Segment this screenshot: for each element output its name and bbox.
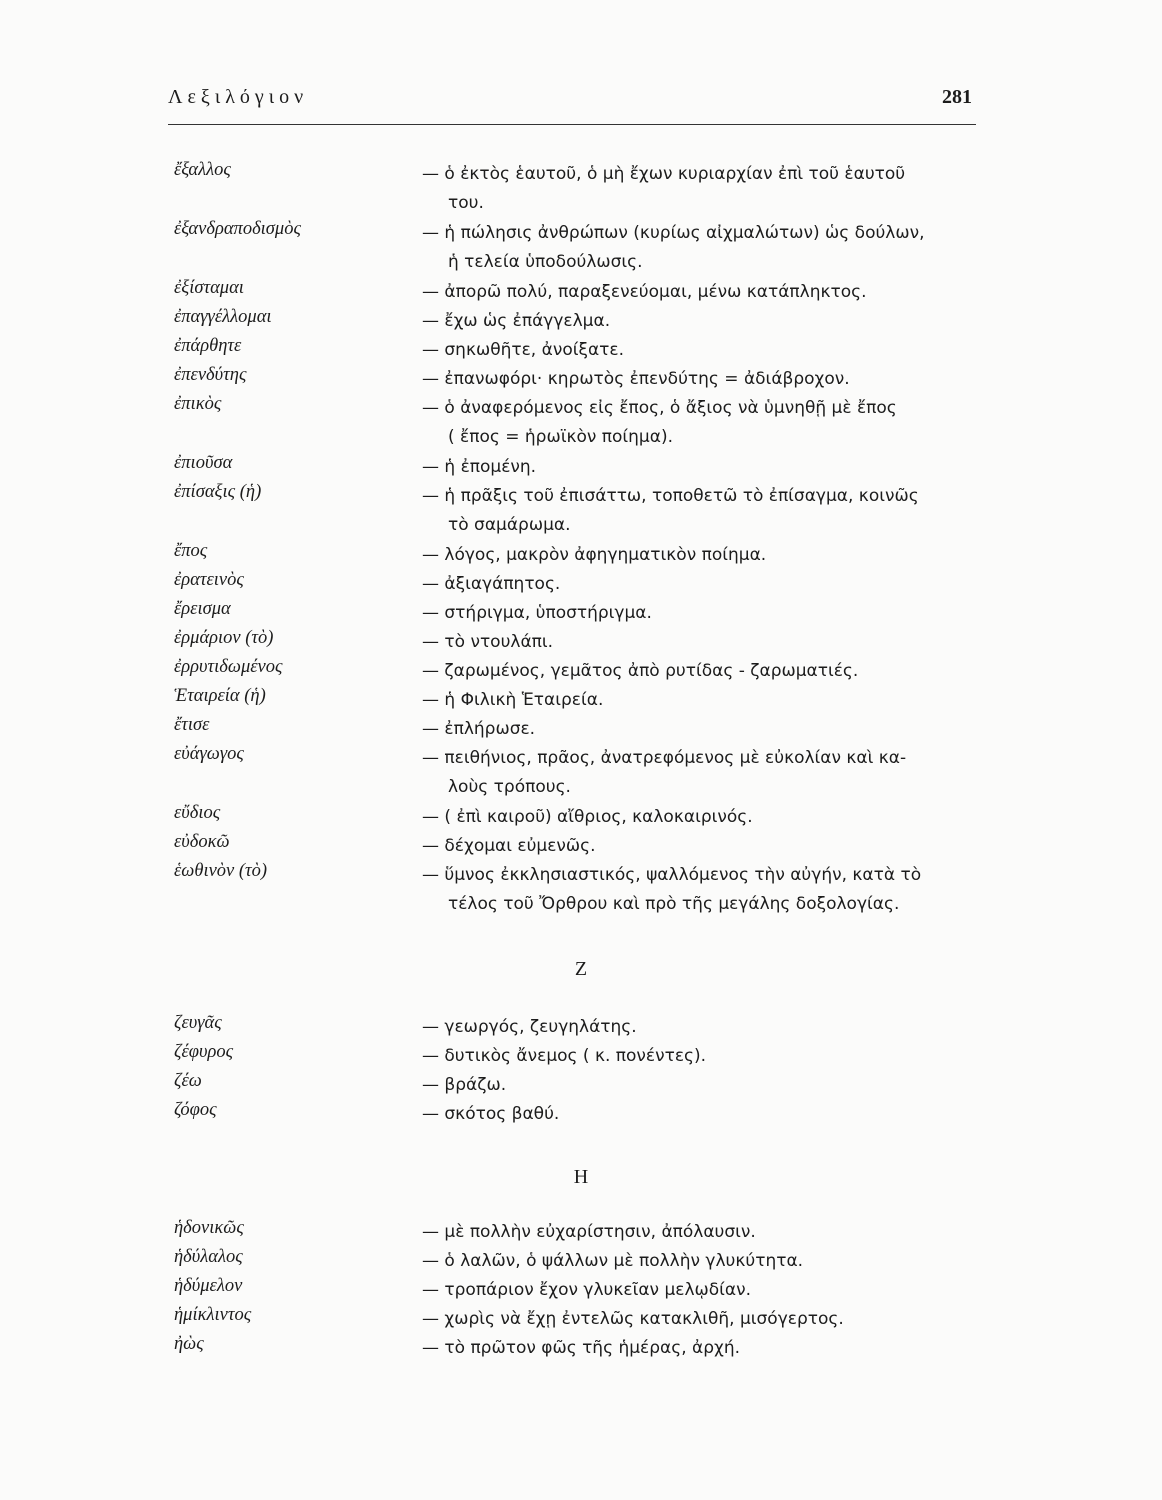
definition-line: — ( ἐπὶ καιροῦ) αἴθριος, καλοκαιρινός. [422, 807, 753, 827]
entry-definition [422, 160, 1012, 218]
definition-continuation: ( ἔπος = ἡρωϊκὸν ποίημα). [448, 427, 673, 447]
entry-term: ἐρρυτιδωμένος [174, 657, 283, 677]
entry-definition [422, 1100, 1012, 1129]
entry-term: ἐπίσαξις (ἡ) [174, 482, 262, 502]
entry-definition [422, 1013, 1012, 1042]
definition-line: — ὁ ἐκτὸς ἑαυτοῦ, ὁ μὴ ἔχων κυριαρχίαν ἐπὶ τοῦ ἑαυτοῦ [422, 164, 906, 184]
entry-definition [422, 394, 1012, 452]
entry-definition [422, 336, 1012, 365]
entry-term: ἡδύλαλος [174, 1247, 243, 1267]
definition-line: — σκότος βαθύ. [422, 1104, 560, 1124]
definition-line: — ὁ ἀναφερόμενος εἰς ἔπος, ὁ ἄξιος νὰ ὑμνηθῇ μὲ ἔπος [422, 398, 897, 418]
definition-line: — δέχομαι εὐμενῶς. [422, 836, 596, 856]
entry-term: εὐδοκῶ [174, 832, 230, 852]
section-letter: Ζ [574, 958, 588, 980]
definition-continuation: τέλος τοῦ Ὄρθρου καὶ πρὸ τῆς μεγάλης δοξολογίας. [448, 894, 900, 914]
entry-definition [422, 744, 1012, 802]
entry-definition [422, 219, 1012, 277]
entry-term: ἐξανδραποδισμὸς [174, 219, 301, 239]
entry-term: ἔξαλλος [174, 160, 231, 180]
entry-term: Ἑταιρεία (ἡ) [174, 686, 266, 706]
entry-term: ἐπιοῦσα [174, 453, 233, 473]
entry-definition [422, 803, 1012, 832]
definition-line: — γεωργός, ζευγηλάτης. [422, 1017, 637, 1037]
entry-definition [422, 686, 1012, 715]
entry-term: ἡδονικῶς [174, 1218, 244, 1238]
definition-line: — πειθήνιος, πρᾶος, ἀνατρεφόμενος μὲ εὐκολίαν καὶ κα- [422, 748, 907, 768]
entry-term: ἐξίσταμαι [174, 278, 244, 298]
definition-line: — στήριγμα, ὑποστήριγμα. [422, 603, 652, 623]
entry-term: ἔρεισμα [174, 599, 231, 619]
definition-line: — ἐπλήρωσε. [422, 719, 536, 739]
definition-line: — ὁ λαλῶν, ὁ ψάλλων μὲ πολλὴν γλυκύτητα. [422, 1251, 804, 1271]
entry-definition [422, 1071, 1012, 1100]
definition-line: — ἡ πρᾶξις τοῦ ἐπισάττω, τοποθετῶ τὸ ἐπίσαγμα, κοινῶς [422, 486, 919, 506]
definition-continuation: τὸ σαμάρωμα. [448, 515, 571, 535]
definition-line: — ἔχω ὡς ἐπάγγελμα. [422, 311, 611, 331]
entry-definition [422, 278, 1012, 307]
page-number: 281 [942, 86, 972, 108]
definition-line: — ἡ Φιλικὴ Ἑταιρεία. [422, 690, 604, 710]
entry-term: ἔπος [174, 541, 208, 561]
entry-definition [422, 1305, 1012, 1334]
entry-definition [422, 1042, 1012, 1071]
definition-continuation: του. [448, 193, 484, 213]
definition-line: — ἀξιαγάπητος. [422, 574, 561, 594]
entry-definition [422, 715, 1012, 744]
definition-line: — λόγος, μακρὸν ἀφηγηματικὸν ποίημα. [422, 545, 767, 565]
entry-definition [422, 628, 1012, 657]
section-letter: Η [573, 1166, 589, 1188]
entry-term: ἑωθινὸν (τὸ) [174, 861, 268, 881]
entry-definition [422, 1276, 1012, 1305]
entry-definition [422, 482, 1012, 540]
entry-term: εὔδιος [174, 803, 221, 823]
definition-line: — ὕμνος ἐκκλησιαστικός, ψαλλόμενος τὴν αὐγήν, κατὰ τὸ [422, 865, 922, 885]
entry-definition [422, 861, 1012, 919]
entry-term: ζέφυρος [174, 1042, 234, 1062]
entry-term: ἐπαγγέλλομαι [174, 307, 272, 327]
definition-line: — βράζω. [422, 1075, 507, 1095]
definition-line: — ἀπορῶ πολύ, παραξενεύομαι, μένω κατάπληκτος. [422, 282, 867, 302]
definition-line: — δυτικὸς ἄνεμος ( κ. πονέντες). [422, 1046, 707, 1066]
entry-term: ἐπενδύτης [174, 365, 247, 385]
entry-term: ἡμίκλιντος [174, 1305, 252, 1325]
entry-term: ἐπάρθητε [174, 336, 242, 356]
entry-term: ἡδύμελον [174, 1276, 243, 1296]
entry-definition [422, 541, 1012, 570]
entry-definition [422, 1218, 1012, 1247]
entry-term: ζευγᾶς [174, 1013, 222, 1033]
definition-line: — ἐπανωφόρι· κηρωτὸς ἐπενδύτης = ἀδιάβροχον. [422, 369, 850, 389]
entry-definition [422, 570, 1012, 599]
definition-line: — χωρὶς νὰ ἔχῃ ἐντελῶς κατακλιθῆ, μισόγερτος. [422, 1309, 844, 1329]
entry-term: ἔτισε [174, 715, 210, 735]
definition-line: — μὲ πολλὴν εὐχαρίστησιν, ἀπόλαυσιν. [422, 1222, 756, 1242]
entry-term: εὐάγωγος [174, 744, 244, 764]
entry-term: ἐρατεινὸς [174, 570, 244, 590]
entry-definition [422, 307, 1012, 336]
definition-line: — ἡ ἐπομένη. [422, 457, 537, 477]
entry-term: ἐρμάριον (τὸ) [174, 628, 274, 648]
definition-line: — σηκωθῆτε, ἀνοίξατε. [422, 340, 624, 360]
definition-continuation: ἡ τελεία ὑποδούλωσις. [448, 252, 643, 272]
entry-definition [422, 365, 1012, 394]
entry-definition [422, 1247, 1012, 1276]
entry-definition [422, 599, 1012, 628]
entry-definition [422, 1334, 1012, 1363]
entry-definition [422, 657, 1012, 686]
definition-line: — τροπάριον ἔχον γλυκεῖαν μελῳδίαν. [422, 1280, 752, 1300]
entry-definition [422, 453, 1012, 482]
definition-continuation: λοὺς τρόπους. [448, 777, 571, 797]
definition-line: — τὸ πρῶτον φῶς τῆς ἡμέρας, ἀρχή. [422, 1338, 741, 1358]
entry-term: ζόφος [174, 1100, 217, 1120]
entry-definition [422, 832, 1012, 861]
running-title: Λεξιλόγιον [168, 86, 309, 108]
entry-term: ζέω [174, 1071, 202, 1091]
definition-line: — ἡ πώλησις ἀνθρώπων (κυρίως αἰχμαλώτων) ὡς δούλων, [422, 223, 925, 243]
definition-line: — τὸ ντουλάπι. [422, 632, 554, 652]
entry-term: ἠὼς [174, 1334, 204, 1354]
definition-line: — ζαρωμένος, γεμᾶτος ἀπὸ ρυτίδας - ζαρωματιές. [422, 661, 859, 681]
entry-term: ἐπικὸς [174, 394, 222, 414]
